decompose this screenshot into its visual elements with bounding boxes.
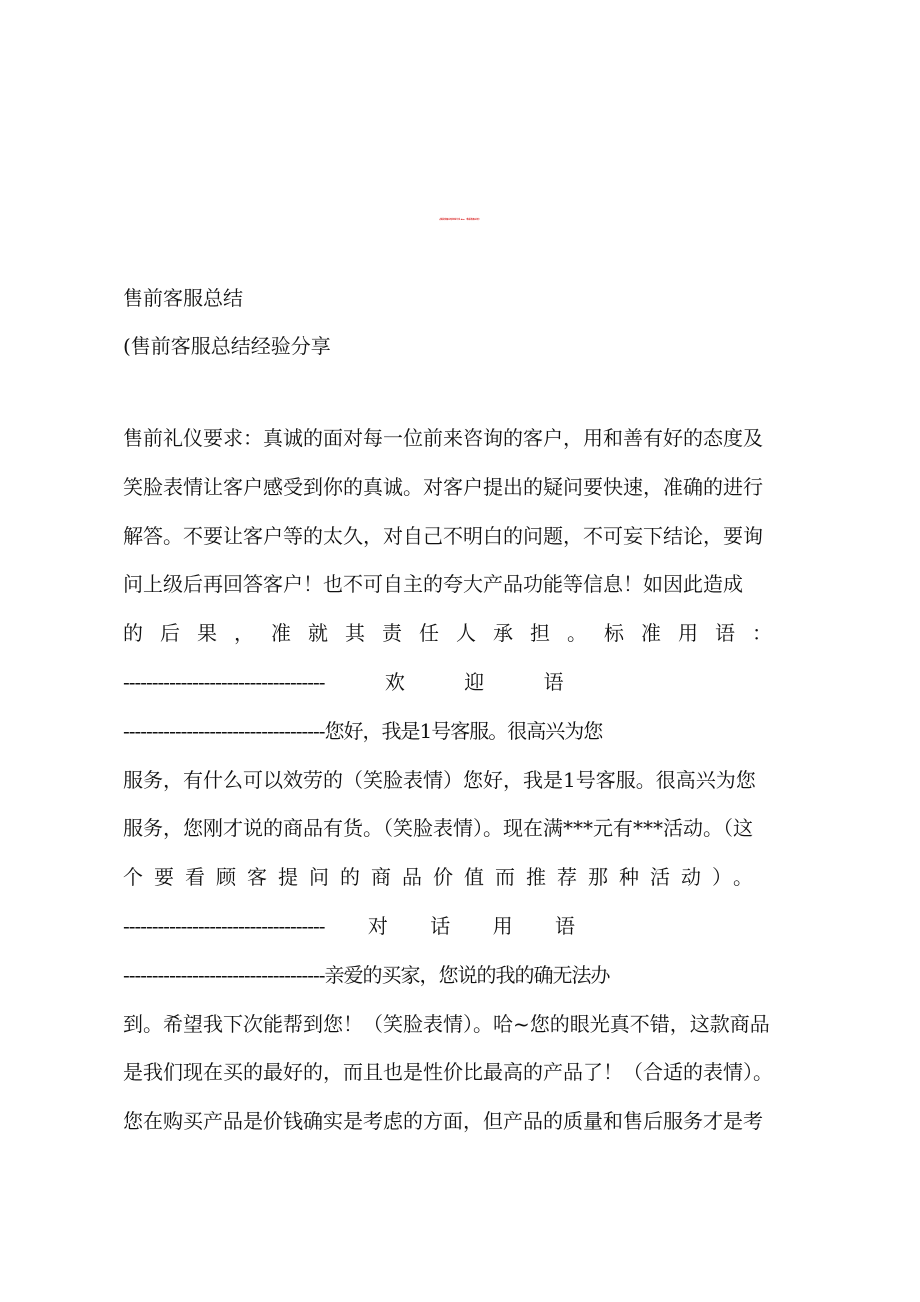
body-line: 问上级后再回答客户！也不可自主的夸大产品功能等信息！如因此造成 [123, 572, 743, 597]
document-body [123, 424, 807, 1156]
body-line: -----------------------------------亲爱的买家，您说的我的确无法办 [123, 962, 610, 987]
document-subheading: (售前客服总结经验分享 [123, 334, 331, 358]
body-line: 服务，您刚才说的商品有货。（笑脸表情）。现在满***元有***活动。（这 [123, 816, 753, 841]
document-title: (售前客服总结经验分享.doc（售前客服总结） [439, 219, 481, 221]
body-line: -----------------------------------您好，我是1号客服。很高兴为您 [123, 718, 603, 743]
body-line: 笑脸表情让客户感受到你的真诚。对客户提出的疑问要快速，准确的进行 [123, 474, 763, 499]
body-line-heading-dialogue: ----------------------------------- 对 话 用 语 [123, 913, 574, 938]
body-line: 您在购买产品是价钱确实是考虑的方面，但产品的质量和售后服务才是考 [123, 1109, 763, 1134]
body-line: 个要看顾客提问的商品价值而推荐那种活动）。 [123, 865, 764, 890]
body-line: 到。希望我下次能帮到您！（笑脸表情）。哈~您的眼光真不错，这款商品 [123, 1011, 770, 1036]
body-line: 的后果，准就其责任人承担。标准用语： [123, 621, 789, 646]
document-subtitle: 售前客服总结 [123, 286, 243, 310]
body-line: 售前礼仪要求：真诚的面对每一位前来咨询的客户，用和善有好的态度及 [123, 426, 763, 450]
body-line: 解答。不要让客户等的太久，对自己不明白的问题，不可妄下结论，要询 [123, 523, 763, 548]
body-line-heading-welcome: ----------------------------------- 欢 迎 语 [123, 669, 563, 694]
body-line: 是我们现在买的最好的，而且也是性价比最高的产品了！（合适的表情）。 [123, 1060, 773, 1085]
body-line: 服务，有什么可以效劳的（笑脸表情）您好，我是1号客服。很高兴为您 [123, 767, 756, 792]
